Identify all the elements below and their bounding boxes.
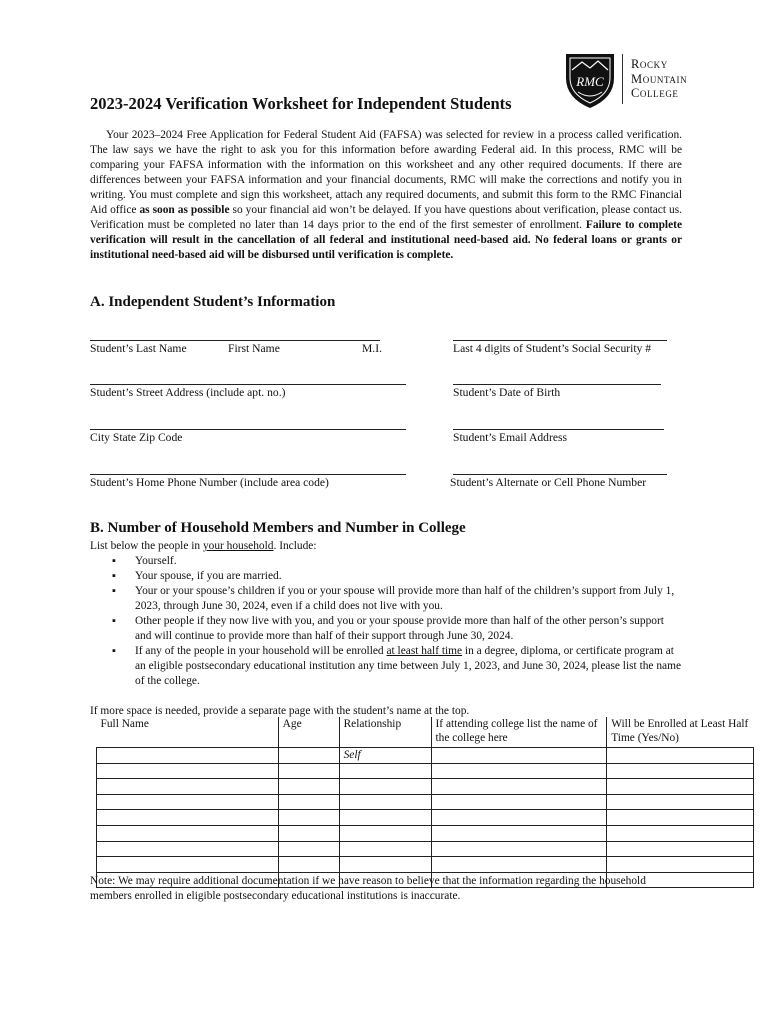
table-row: [97, 779, 754, 795]
cell-input[interactable]: [97, 825, 279, 841]
svg-text:RMC: RMC: [576, 74, 604, 89]
cell-input[interactable]: [431, 841, 607, 857]
list-item: ▪ Your or your spouse’s children if you or your spouse will provide more than half of the children’s support from July 1, 2023, through June 30, 2024, even if a child does not live with you.: [90, 584, 682, 614]
household-criteria-list: [90, 554, 682, 689]
dob-label: Student’s Date of Birth: [453, 386, 561, 399]
table-row: [97, 857, 754, 873]
list-item: ▪ If any of the people in your household will be enrolled at least half time in a degree, diploma, or certificate program at an eligible postsecondary educational institution any time between July 1, 2023, and June 30, 2024, please list the name of the college.: [90, 644, 682, 689]
table-row: [97, 825, 754, 841]
cell-input[interactable]: [607, 794, 754, 810]
cell-input[interactable]: [97, 841, 279, 857]
ssn-line[interactable]: [453, 340, 667, 341]
cell-input[interactable]: [97, 794, 279, 810]
self-relationship-cell: Self: [339, 748, 431, 764]
college-logo: [560, 48, 620, 112]
col-header-age: Age: [278, 717, 339, 748]
list-item: ▪ Your spouse, if you are married.: [90, 569, 682, 584]
cell-phone-line[interactable]: [453, 474, 667, 475]
col-header-enrolled: Will be Enrolled at Least Half Time (Yes/No): [607, 717, 754, 748]
cell-input[interactable]: [278, 748, 339, 764]
cell-input[interactable]: [278, 779, 339, 795]
cell-input[interactable]: [339, 763, 431, 779]
cell-input[interactable]: [431, 810, 607, 826]
cell-input[interactable]: [278, 810, 339, 826]
table-row: [97, 748, 754, 764]
table-row: [97, 841, 754, 857]
cell-input[interactable]: [607, 825, 754, 841]
table-row: [97, 763, 754, 779]
cell-input[interactable]: [431, 748, 607, 764]
cell-input[interactable]: [339, 857, 431, 873]
cell-input[interactable]: [607, 857, 754, 873]
cell-input[interactable]: [431, 779, 607, 795]
list-item: ▪ Yourself.: [90, 554, 682, 569]
extra-space-note: If more space is needed, provide a separate page with the student’s name at the top.: [90, 705, 470, 717]
cell-input[interactable]: [339, 841, 431, 857]
cell-input[interactable]: [339, 779, 431, 795]
city-label: City State Zip Code: [90, 431, 183, 444]
street-label: Student’s Street Address (include apt. no.): [90, 386, 286, 399]
cell-input[interactable]: [278, 841, 339, 857]
cell-input[interactable]: [339, 794, 431, 810]
household-table: [96, 717, 754, 888]
cell-input[interactable]: [339, 825, 431, 841]
cell-input[interactable]: [278, 794, 339, 810]
cell-input[interactable]: [97, 763, 279, 779]
cell-input[interactable]: [278, 825, 339, 841]
cell-input[interactable]: [431, 857, 607, 873]
cell-input[interactable]: [97, 857, 279, 873]
email-label: Student’s Email Address: [453, 431, 568, 444]
table-row: [97, 794, 754, 810]
col-header-college: If attending college list the name of the college here: [431, 717, 607, 748]
cell-input[interactable]: [278, 857, 339, 873]
cell-input[interactable]: [97, 779, 279, 795]
first-name-label: First Name: [228, 342, 280, 355]
dob-line[interactable]: [453, 384, 661, 385]
cell-input[interactable]: [431, 825, 607, 841]
cell-input[interactable]: [607, 763, 754, 779]
last-name-label: Student’s Last Name: [90, 342, 187, 355]
mi-label: M.I.: [362, 342, 382, 355]
home-phone-label: Student’s Home Phone Number (include area code): [90, 476, 329, 489]
cell-input[interactable]: [607, 779, 754, 795]
section-b-heading: B. Number of Household Members and Number in College: [90, 520, 466, 536]
ssn-label: Last 4 digits of Student’s Social Security #: [453, 342, 652, 355]
page-title: 2023-2024 Verification Worksheet for Independent Students: [90, 94, 512, 113]
cell-input[interactable]: [97, 810, 279, 826]
college-name: Rocky Mountain College: [631, 57, 688, 100]
documentation-note: Note: We may require additional documentation if we have reason to believe that the information regarding the household members enrolled in eligible postsecondary educational institutions is inaccurate.: [90, 875, 646, 902]
cell-input[interactable]: [278, 763, 339, 779]
logo-divider: [622, 54, 623, 104]
home-phone-line[interactable]: [90, 474, 406, 475]
table-row: [97, 810, 754, 826]
list-item: ▪ Other people if they now live with you, and you or your spouse provide more than half of the other person’s support and will continue to provide more than half of their support through June 30, 2024.: [90, 614, 682, 644]
cell-input[interactable]: [607, 748, 754, 764]
cell-input[interactable]: [431, 794, 607, 810]
cell-input[interactable]: [97, 748, 279, 764]
cell-input[interactable]: [339, 810, 431, 826]
email-line[interactable]: [453, 429, 664, 430]
cell-phone-label: Student’s Alternate or Cell Phone Number: [450, 476, 647, 489]
street-line[interactable]: [90, 384, 406, 385]
cell-input[interactable]: [431, 763, 607, 779]
col-header-relationship: Relationship: [339, 717, 431, 748]
name-line[interactable]: [90, 340, 380, 341]
section-a-heading: A. Independent Student’s Information: [90, 294, 336, 310]
household-intro: List below the people in your household. Include:: [90, 540, 317, 552]
table-header-row: [97, 717, 754, 748]
intro-paragraph: Your 2023–2024 Free Application for Federal Student Aid (FAFSA) was selected for review in a process called verification. The law says we have the right to ask you for this information before awarding Federal aid. In this process, RMC will be comparing your FAFSA information with the information on this worksheet and any other required documents. If there are differences between your FAFSA information and your financial documents, RMC will make the corrections and notify you in writing. You must complete and sign this worksheet, attach any required documents, and submit this form to the RMC Financial Aid office as soon as possible so your financial aid won’t be delayed. If you have questions about verification, please contact us. Verification must be completed no later than 14 days prior to the end of the first semester of enrollment. Failure to complete verification will result in the cancellation of all federal and institutional need-based aid. No federal loans or grants or institutional need-based aid will be disbursed until verification is complete.: [90, 129, 682, 261]
cell-input[interactable]: [607, 810, 754, 826]
cell-input[interactable]: [607, 841, 754, 857]
col-header-full-name: Full Name: [97, 717, 279, 748]
city-line[interactable]: [90, 429, 406, 430]
